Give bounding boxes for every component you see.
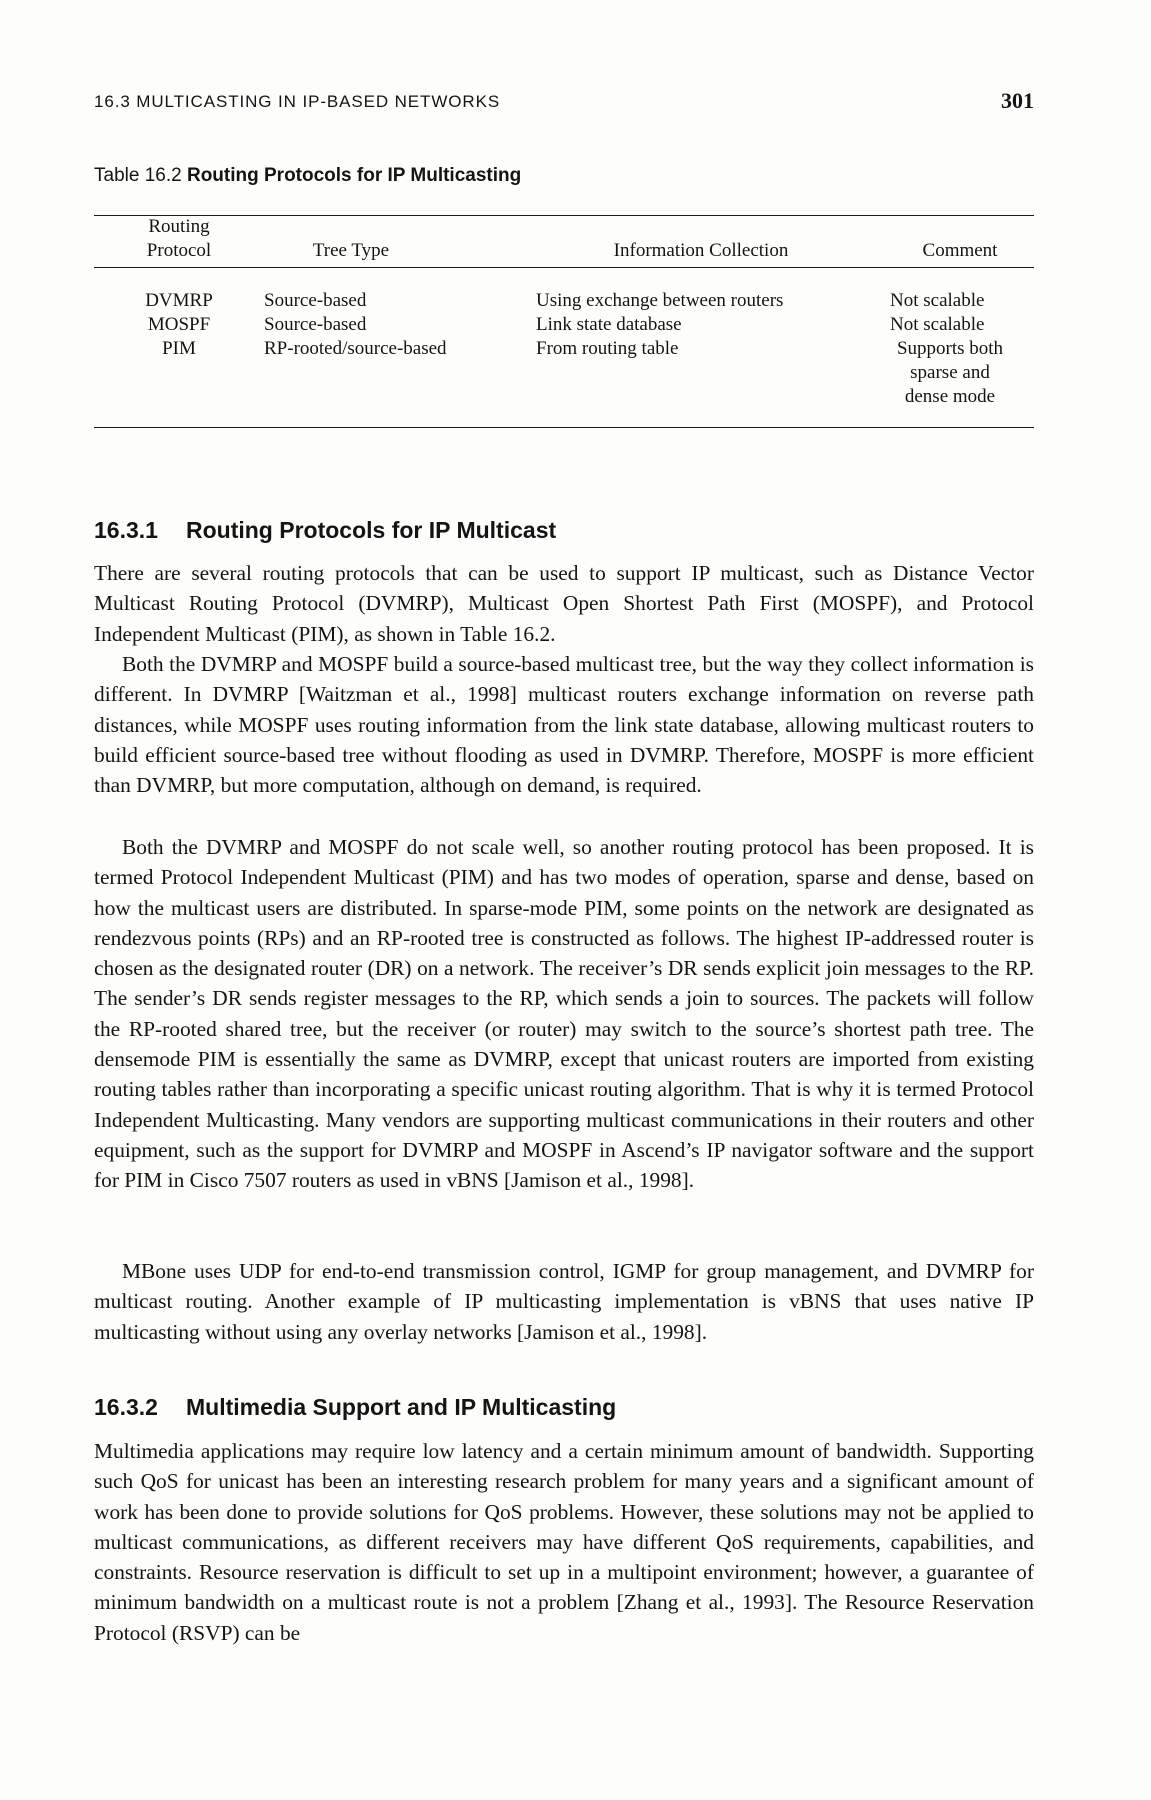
routing-protocols-table xyxy=(94,215,1034,493)
paragraph: Both the DVMRP and MOSPF do not scale well, so another routing protocol has been proposed. It is termed Protocol Independent Multicast (PIM) and has two modes of operation, sparse and dense, based on how the multicast users are distributed. In sparse-mode PIM, some points on the network are designated as rendezvous points (RPs) and an RP-rooted tree is constructed as follows. The highest IP-addressed router is chosen as the designated router (DR) on a network. The receiver’s DR sends explicit join messages to the RP. The sender’s DR sends register messages to the RP, which sends a join to sources. The packets will follow the RP-rooted shared tree, but the receiver (or router) may switch to the source’s shortest path tree. The densemode PIM is essentially the same as DVMRP, except that unicast routers are imported from existing routing tables rather than incorporating a specific unicast routing algorithm. That is why it is termed Protocol Independent Multicasting. Many vendors are supporting multicast communications in their routers and other equipment, such as the support for DVMRP and MOSPF in Ascend’s IP navigator software and the support for PIM in Cisco 7507 routers as used in vBNS [Jamison et al., 1998]. xyxy=(94,835,1034,1193)
row-mospf-comment: Not scalable xyxy=(890,314,985,335)
row-dvmrp-comment: Not scalable xyxy=(890,290,985,311)
row-pim-comment-line3: dense mode xyxy=(904,386,996,407)
row-dvmrp-protocol: DVMRP xyxy=(145,290,213,311)
header-protocol-line2: Protocol xyxy=(146,240,212,261)
table-bottom-rule xyxy=(94,427,1034,428)
paragraph: MBone uses UDP for end-to-end transmission control, IGMP for group management, and DVMRP for multicast routing. Another example of IP multicasting implementation is vBNS that uses native IP multicasting without using any overlay networks [Jamison et al., 1998]. xyxy=(94,1259,1034,1344)
running-title: 16.3 MULTICASTING IN IP-BASED NETWORKS xyxy=(94,92,501,111)
table-label: Table 16.2 xyxy=(94,165,182,186)
row-pim-protocol: PIM xyxy=(162,338,196,359)
row-pim-comment-line2: sparse and xyxy=(910,362,990,383)
row-pim-comment xyxy=(890,337,1010,409)
page-number: 301 xyxy=(1001,88,1034,113)
header-tree-type: Tree Type xyxy=(312,240,390,261)
section-number: 16.3.2 xyxy=(94,1394,158,1420)
table-caption xyxy=(94,165,521,187)
header-protocol-line1: Routing xyxy=(148,216,210,237)
table-header-rule xyxy=(94,267,1034,268)
paragraph: Multimedia applications may require low latency and a certain minimum amount of bandwidth. Supporting such QoS for unicast has been an interesting research problem for many years and a significant amount of work has been done to provide solutions for QoS problems. However, these solutions may not be applied to multicast communications, as different receivers may have different QoS requirements, capabilities, and constraints. Resource reservation is difficult to set up in a multipoint environment; however, a guarantee of minimum bandwidth on a multicast route is not a problem [Zhang et al., 1993]. The Resource Reservation Protocol (RSVP) can be xyxy=(94,1439,1034,1645)
row-mospf-tree-type: Source-based xyxy=(264,314,367,335)
section-title: Routing Protocols for IP Multicast xyxy=(186,517,557,543)
header-comment: Comment xyxy=(922,240,998,261)
table-title: Routing Protocols for IP Multicasting xyxy=(186,165,522,186)
row-dvmrp-tree-type: Source-based xyxy=(264,290,367,311)
paragraph: There are several routing protocols that can be used to support IP multicast, such as Distance Vector Multicast Routing Protocol (DVMRP), Multicast Open Shortest Path First (MOSPF), and Protocol Independent Multicast (PIM), as shown in Table 16.2. xyxy=(94,561,1034,646)
row-pim-tree-type: RP-rooted/source-based xyxy=(264,338,447,359)
row-dvmrp-information: Using exchange between routers xyxy=(536,290,784,311)
header-information-collection: Information Collection xyxy=(613,240,789,261)
table-top-rule xyxy=(94,215,1034,216)
section-heading-16-3-1 xyxy=(94,517,556,544)
row-mospf-protocol: MOSPF xyxy=(147,314,211,335)
row-mospf-information: Link state database xyxy=(536,314,682,335)
section-heading-16-3-2 xyxy=(94,1394,616,1421)
row-pim-information: From routing table xyxy=(536,338,679,359)
paragraph: Both the DVMRP and MOSPF build a source-based multicast tree, but the way they collect information is different. In DVMRP [Waitzman et al., 1998] multicast routers exchange information on reverse path distances, while MOSPF uses routing information from the link state database, allowing multicast routers to build efficient source-based tree without flooding as used in DVMRP. Therefore, MOSPF is more efficient than DVMRP, but more computation, although on demand, is required. xyxy=(94,652,1034,798)
section-title: Multimedia Support and IP Multicasting xyxy=(186,1394,617,1420)
running-header xyxy=(94,88,1034,118)
row-pim-comment-line1: Supports both xyxy=(896,338,1004,359)
section-number: 16.3.1 xyxy=(94,517,158,543)
